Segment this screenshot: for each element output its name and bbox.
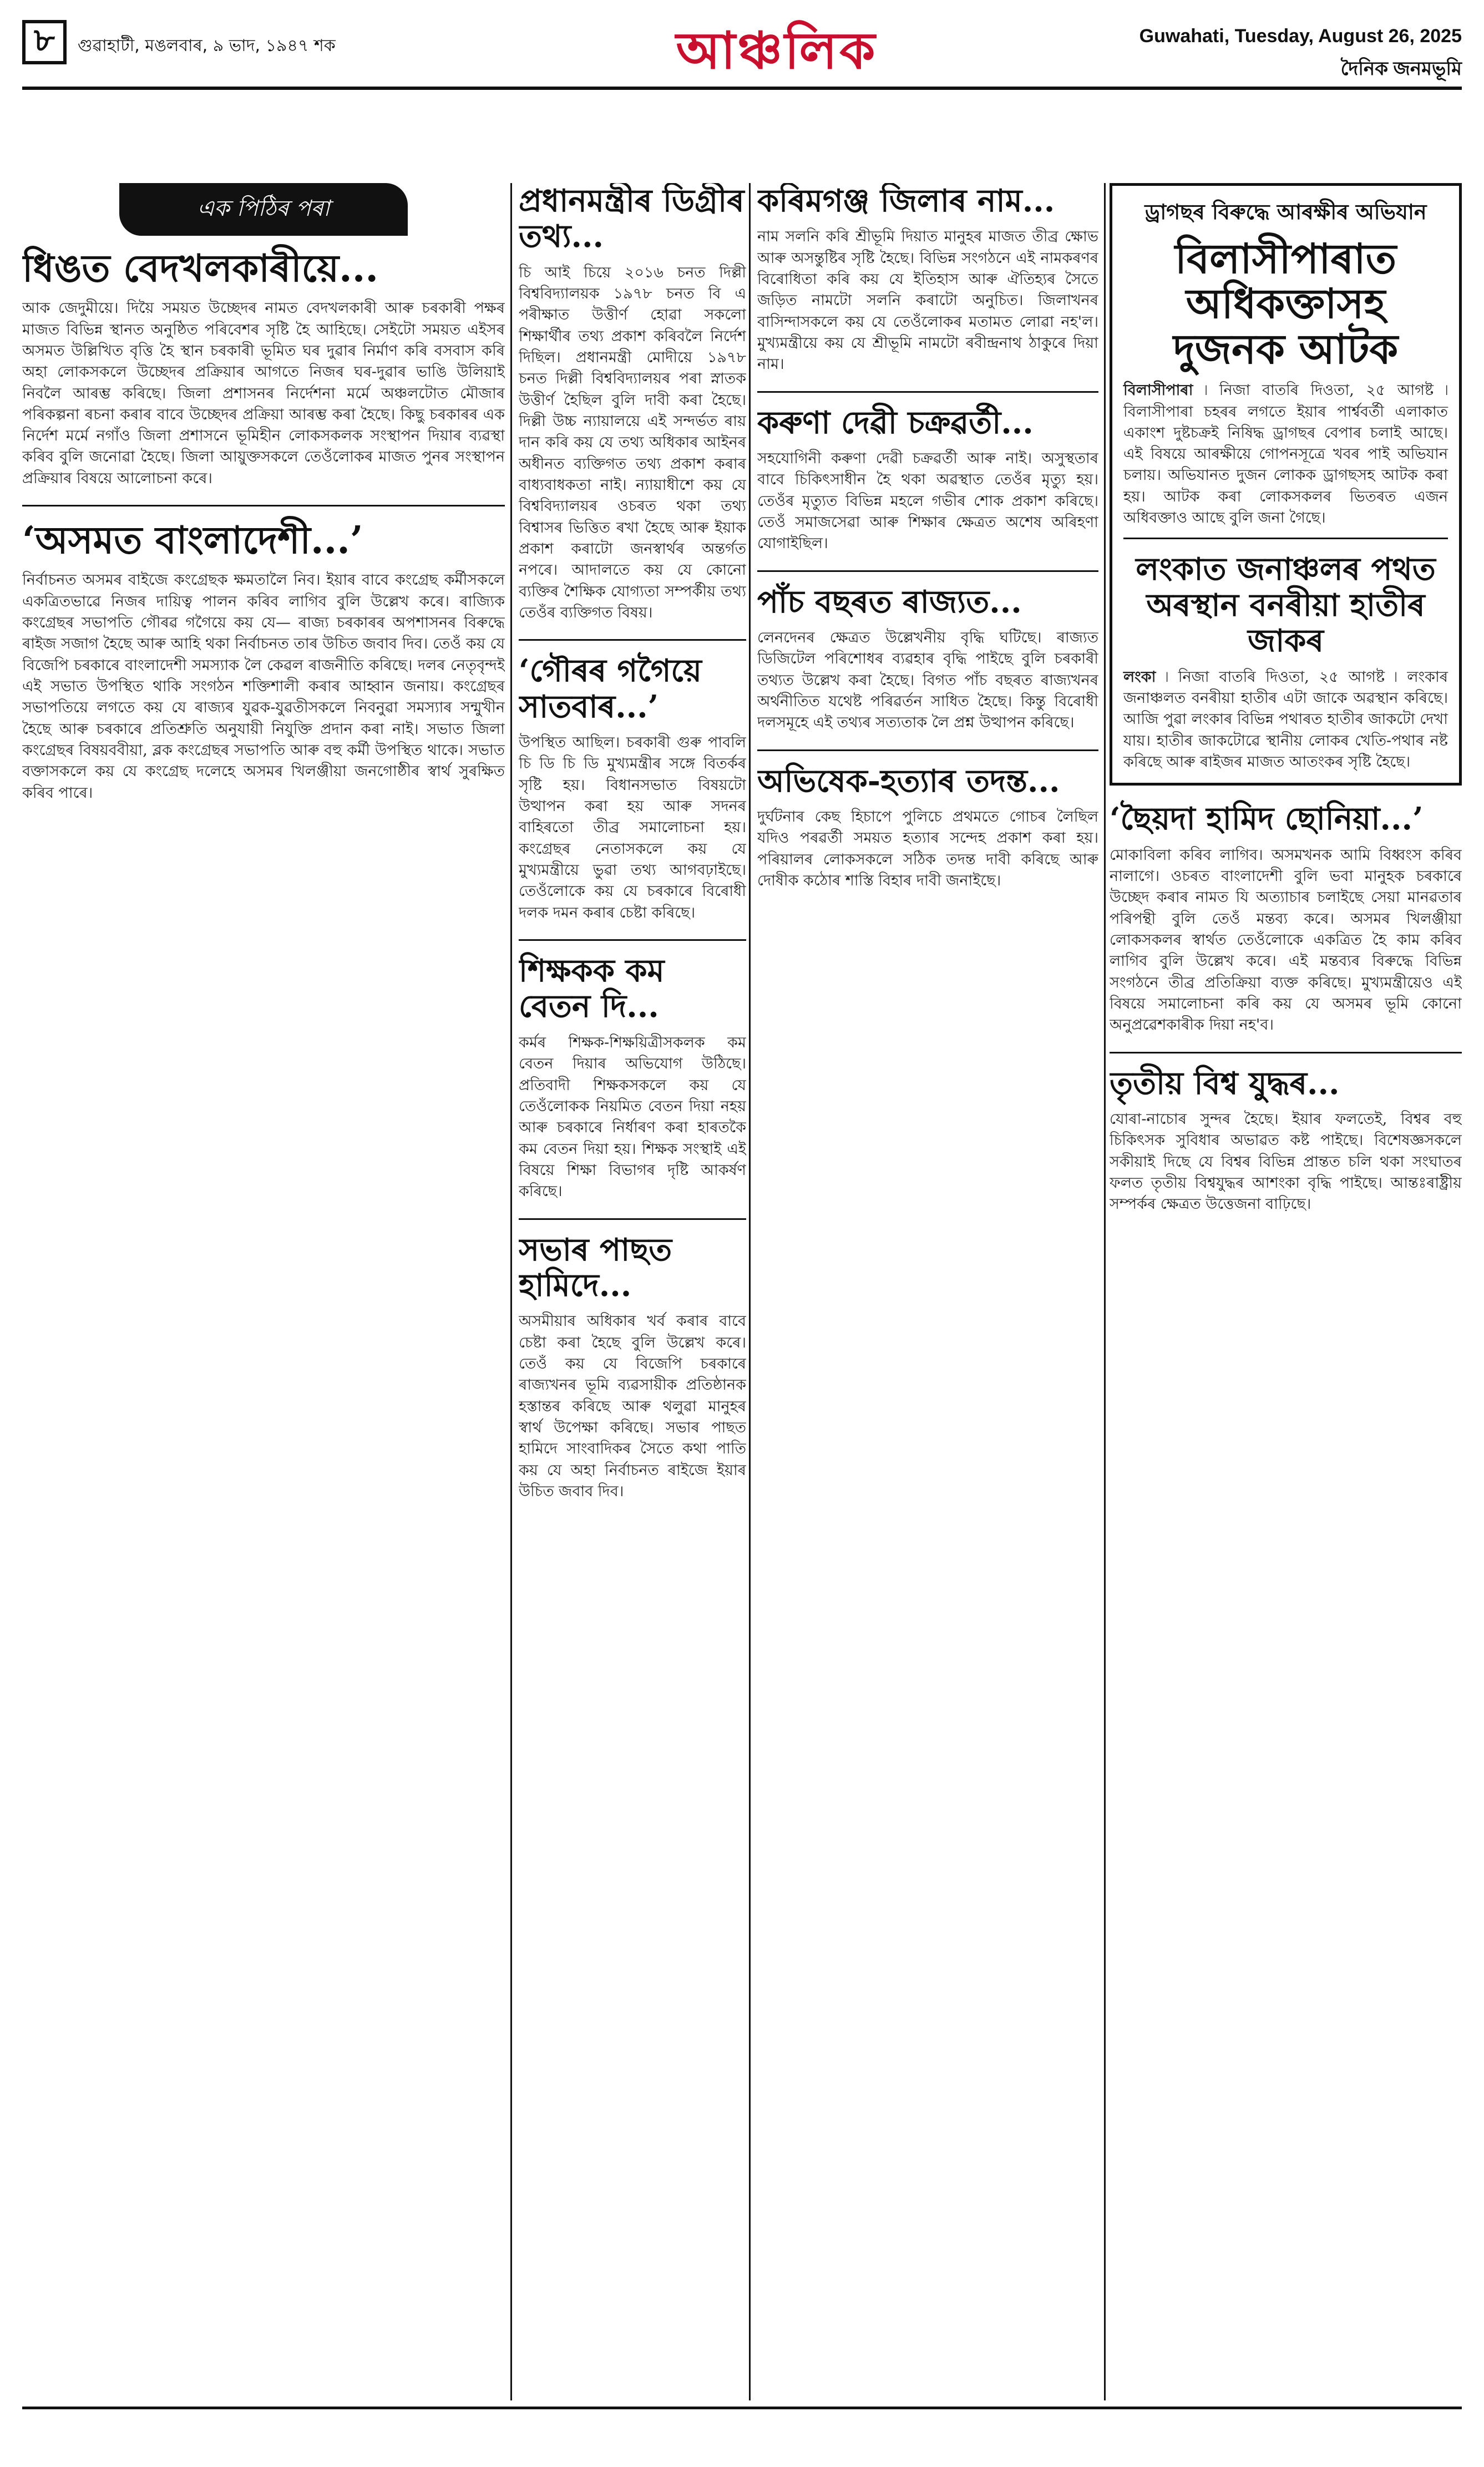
dateline: লংকা	[1123, 668, 1156, 686]
headline: পাঁচ বছৰত ৰাজ্যত...	[757, 583, 1022, 620]
story-karimganj-rename	[757, 183, 1098, 376]
divider	[519, 1218, 746, 1220]
story-pm-degree	[519, 183, 746, 624]
brand-logo: আঞ্চলিক	[676, 21, 878, 80]
page-number: ৮	[22, 20, 67, 64]
article-body: চি আই চিয়ে ২০১৬ চনত দিল্লী বিশ্ববিদ্যালয়ক ১৯৭৮ চনত বি এ পৰীক্ষাত উত্তীৰ্ণ হোৱা সকলো শিক্ষাৰ্থীৰ তথ্য প্ৰকাশ কৰিবলৈ নিৰ্দেশ দিছিল। প্ৰধানমন্ত্ৰী মোদীয়ে ১৯৭৮ চনত দিল্লী বিশ্ববিদ্যালয়ৰ পৰা স্নাতক উত্তীৰ্ণ হৈছিল বুলি দাবী কৰা হৈছে। দিল্লী উচ্চ ন্যায়ালয়ে এই সন্দৰ্ভত ৰায় দান কৰি কয় যে তথ্য অধিকাৰ আইনৰ অধীনত ব্যক্তিগত তথ্য প্ৰকাশ কৰাৰ বাধ্যবাধকতা নাই। ন্যায়াধীশে কয় যে বিশ্ববিদ্যালয়ৰ ওচৰত থকা তথ্য বিশ্বাসৰ ভিত্তিত ৰখা হৈছে আৰু ইয়াক প্ৰকাশ কৰাটো জনস্বাৰ্থৰ অন্তৰ্গত নপৰে। আদালতে কয় যে কোনো ব্যক্তিৰ শৈক্ষিক যোগ্যতা সম্পৰ্কীয় তথ্য তেওঁৰ ব্যক্তিগত বিষয়।	[519, 264, 746, 622]
article-body	[1123, 380, 1448, 529]
article-body: কৰ্মৰ শিক্ষক-শিক্ষয়িত্ৰীসকলক কম বেতন দিয়াৰ অভিযোগ উঠিছে। প্ৰতিবাদী শিক্ষকসকলে কয় যে তেওঁলোকক নিয়মিত বেতন দিয়া নহয় আৰু চৰকাৰে নিৰ্ধাৰণ কৰা হাৰতকৈ কম বেতন দিয়া হয়। শিক্ষক সংস্থাই এই বিষয়ে শিক্ষা বিভাগৰ দৃষ্টি আকৰ্ষণ কৰিছে।	[519, 1034, 746, 1200]
headline: কৰুণা দেৱী চক্ৰৱৰ্তী...	[757, 404, 1034, 441]
article-body	[1123, 667, 1448, 773]
article-body: উপস্থিত আছিল। চৰকাৰী গুৰু পাবলি চি ডি চি ডি মুখ্যমন্ত্ৰীৰ সঙ্গে বিতৰ্কৰ সৃষ্টি হয়। বিধানসভাত বিষয়টো উত্থাপন কৰা হয় আৰু সদনৰ বাহিৰতো তীব্ৰ সমালোচনা হয়। কংগ্ৰেছৰ নেতাসকলে কয় যে মুখ্যমন্ত্ৰীয়ে ভুৱা তথ্য আগবঢ়াইছে। তেওঁলোকে কয় যে চৰকাৰে বিৰোধী দলক দমন কৰাৰ চেষ্টা কৰিছে।	[519, 734, 746, 921]
top-rule	[22, 87, 1462, 90]
headline: অভিষেক-হত্যাৰ তদন্ত...	[757, 762, 1060, 799]
article-body: অসমীয়াৰ অধিকাৰ খৰ্ব কৰাৰ বাবে চেষ্টা কৰা হৈছে বুলি উল্লেখ কৰে। তেওঁ কয় যে বিজেপি চৰকাৰে ৰাজ্যখনৰ ভূমি ব্যৱসায়ীক প্ৰতিষ্ঠানক হস্তান্তৰ কৰিছে আৰু থলুৱা মানুহৰ স্বাৰ্থ উপেক্ষা কৰিছে। সভাৰ পাছত হামিদে সাংবাদিকৰ সৈতে কথা পাতি কয় যে অহা নিৰ্বাচনত ৰাইজে ইয়াৰ উচিত জবাব দিব।	[519, 1313, 746, 1500]
article-body: লেনদেনৰ ক্ষেত্ৰত উল্লেখনীয় বৃদ্ধি ঘটিছে। ৰাজ্যত ডিজিটেল পৰিশোধৰ ব্যৱহাৰ বৃদ্ধি পাইছে বুলি চৰকাৰী তথ্যত উল্লেখ কৰা হৈছে। বিগত পাঁচ বছৰত ৰাজ্যখনৰ অৰ্থনীতিত যথেষ্ট পৰিৱৰ্তন সাধিত হৈছে। কিন্তু বিৰোধী দলসমূহে এই তথ্যৰ সত্যতাক লৈ প্ৰশ্ন উত্থাপন কৰিছে।	[757, 629, 1098, 732]
story-teacher-salary	[519, 953, 746, 1202]
headline: ‘গৌৰৰ গগৈয়ে সাতবাৰ...’	[519, 652, 702, 725]
headline: প্ৰধানমন্ত্ৰীৰ ডিগ্ৰীৰ তথ্য...	[519, 183, 744, 255]
story-five-years	[757, 584, 1098, 734]
continued-banner: এক পিঠিৰ পৰা	[119, 183, 408, 236]
story-gaurav-gogoi	[519, 653, 746, 924]
article-body: আক জেদুমীয়ে। দিয়ৈ সময়ত উচ্ছেদৰ নামত বেদখলকাৰী আৰু চৰকাৰী পক্ষৰ মাজত বিভিন্ন স্থানত অনুষ্ঠিত পৰিবেশৰ সৃষ্টি হৈ আহিছে। সেইটো সময়ত এইসৰ অসমত উল্লিখিত বৃত্তি হৈ স্থান চৰকাৰী ভূমিত ঘৰ দুৱাৰ নিৰ্মাণ কৰি বসবাস কৰি অহা লোকসকলে উচ্ছেদৰ প্ৰক্ৰিয়াৰ আগতে নিজৰ ঘৰ-দুৱাৰ ভাঙি উলিয়াই নিবলৈ আৰম্ভ কৰিছে। জিলা প্ৰশাসনৰ নিৰ্দেশনা মৰ্মে অঞ্চলটোত মৌজাৰ পৰিকল্পনা ৰচনা কৰাৰ বাবে উচ্ছেদৰ প্ৰক্ৰিয়া আৰম্ভ কৰা হৈছে। কিছু চৰকাৰৰ এক নিৰ্দেশ মৰ্মে নগাঁও জিলা প্ৰশাসনে ভূমিহীন লোকসকলক সংস্থাপন দিয়াৰ ব্যৱস্থা কৰিব বুলি জনোৱা হৈছে। জিলা আয়ুক্তসকলে তেওঁলোকৰ মাজত পুনৰ সংস্থাপন প্ৰক্ৰিয়াৰ বিষয়ে আলোচনা কৰে।	[22, 300, 505, 487]
story-abhishek-murder	[757, 763, 1098, 892]
divider	[1123, 538, 1448, 539]
column-rule	[1104, 183, 1106, 2400]
article-text: ৷ নিজা বাতৰি দিওতা, ২৫ আগষ্ট ৷ লংকাৰ জনাঞ্চলত বনৰীয়া হাতীৰ এটা জাকে অৱস্থান কৰিছে। আজি পুৱা লংকাৰ বিভিন্ন পথাৰত হাতীৰ জাকটো দেখা যায়। হাতীৰ জাকটোৱে স্থানীয় লোকৰ খেতি-পথাৰ নষ্ট কৰিছে আৰু ৰাইজৰ মাজত আতংকৰ সৃষ্টি হৈছে।	[1123, 668, 1448, 771]
divider	[22, 505, 505, 506]
divider	[519, 639, 746, 641]
headline: শিক্ষকক কম বেতন দি...	[519, 953, 665, 1025]
story-bilasipara-drugs	[1110, 183, 1462, 786]
headline: বিলাসীপাৰাত অধিকক্তাসহ দুজনক আটক	[1173, 235, 1399, 373]
divider	[1110, 1052, 1462, 1053]
column-2	[519, 183, 746, 2400]
date-assamese: গুৱাহাটী, মঙলবাৰ, ৯ ভাদ, ১৯৪৭ শক	[78, 36, 336, 55]
column-4	[1110, 183, 1462, 2400]
paper-name: দৈনিক জনমভূমি	[1340, 58, 1462, 79]
divider	[519, 939, 746, 941]
footer-rule	[22, 2407, 1462, 2409]
headline: ‘ছৈয়দা হামিদ ছোনিয়া...’	[1110, 801, 1424, 838]
divider	[757, 391, 1098, 393]
article-body: নাম সলনি কৰি শ্ৰীভূমি দিয়াত মানুহৰ মাজত তীব্ৰ ক্ষোভ আৰু অসন্তুষ্টিৰ সৃষ্টি হৈছে। বিভিন্ন সংগঠনে এই নামকৰণৰ বিৰোধিতা কৰি কয় যে ইতিহাস আৰু ঐতিহ্যৰ সৈতে জড়িত নামটো সলনি কৰাটো অনুচিত। জিলাখনৰ বাসিন্দাসকলে কয় যে তেওঁলোকৰ মতামত লোৱা নহ'ল। মুখ্যমন্ত্ৰীয়ে কয় যে শ্ৰীভূমি নামটো ৰবীন্দ্ৰনাথ ঠাকুৰে দিয়া নাম।	[757, 228, 1098, 373]
article-text: ৷ নিজা বাতৰি দিওতা, ২৫ আগষ্ট ৷ বিলাসীপাৰা চহৰৰ লগতে ইয়াৰ পাৰ্শ্ববৰ্তী এলাকাত একাংশ দুষ্টচক্ৰই নিষিদ্ধ ড্ৰাগছৰ বেপাৰ চলাই আছে। এই বিষয়ে আৰক্ষীয়ে গোপনসূত্ৰে খবৰ পাই অভিযান চলায়। অভিযানত দুজন লোকক ড্ৰাগছসহ আটক কৰা হয়। আটক কৰা লোকসকলৰ ভিতৰত এজন অধিবক্তাও আছে বুলি জনা গৈছে।	[1123, 382, 1448, 527]
masthead	[22, 20, 1462, 181]
column-1	[22, 183, 505, 2400]
column-rule	[749, 183, 751, 2400]
date-english: Guwahati, Tuesday, August 26, 2025	[1139, 26, 1462, 47]
article-body: যোৰা-নাচোৰ সুন্দৰ হৈছে। ইয়াৰ ফলতেই, বিশ্বৰ বহু চিকিৎসক সুবিধাৰ অভাৱত কষ্ট পাইছে। বিশেষজ্ঞসকলে সকীয়াই দিছে যে বিশ্বৰ বিভিন্ন প্ৰান্তত চলি থকা সংঘাতৰ ফলত তৃতীয় বিশ্বযুদ্ধৰ আশংকা বৃদ্ধি পাইছে। আন্তঃৰাষ্ট্ৰীয় সম্পৰ্কৰ ক্ষেত্ৰত উত্তেজনা বাঢ়িছে।	[1110, 1111, 1462, 1213]
article-body: সহযোগিনী কৰুণা দেৱী চক্ৰৱৰ্তী আৰু নাই। অসুস্থতাৰ বাবে চিকিৎসাধীন হৈ থকা অৱস্থাত তেওঁৰ মৃত্যু হয়। তেওঁৰ মৃত্যুত বিভিন্ন মহলে গভীৰ শোক প্ৰকাশ কৰিছে। তেওঁ সমাজসেৱা আৰু শিক্ষাৰ ক্ষেত্ৰত অশেষ অৰিহণা যোগাইছিল।	[757, 450, 1098, 553]
headline: লংকাত জনাঞ্চলৰ পথত অৰস্থান বনৰীয়া হাতীৰ জাকৰ	[1136, 551, 1436, 660]
story-hamid-meeting	[519, 1232, 746, 1503]
headline: কৰিমগঞ্জ জিলাৰ নাম...	[757, 183, 1055, 219]
headline: তৃতীয় বিশ্ব যুদ্ধৰ...	[1110, 1065, 1340, 1102]
headline: ‘অসমত বাংলাদেশী...’	[22, 518, 363, 563]
article-body: দুৰ্ঘটনাৰ কেছ হিচাপে পুলিচে প্ৰথমতে গোচৰ লৈছিল যদিও পৰৱৰ্তী সময়ত হত্যাৰ সন্দেহ প্ৰকাশ কৰা হয়। পৰিয়ালৰ লোকসকলে সঠিক তদন্ত দাবী কৰিছে আৰু দোষীক কঠোৰ শাস্তি বিহাৰ দাবী জনাইছে।	[757, 808, 1098, 890]
column-rule	[510, 183, 512, 2400]
story-bangladeshi	[22, 519, 505, 804]
dateline: বিলাসীপাৰা	[1123, 382, 1193, 399]
headline: ধিঙত বেদখলকাৰীয়ে...	[22, 246, 379, 291]
divider	[757, 570, 1098, 572]
divider	[757, 749, 1098, 751]
article-body: নিৰ্বাচনত অসমৰ বাইজে কংগ্ৰেছক ক্ষমতালৈ নিব। ইয়াৰ বাবে কংগ্ৰেছ কৰ্মীসকলে একত্ৰিতভাৱে নিজৰ দায়িত্ব পালন কৰিব লাগিব বুলি উল্লেখ কৰে। ৰাজ্যিক কংগ্ৰেছৰ সভাপতি গৌৰৱ গগৈয়ে কয় যে— ৰাজ্য চৰকাৰৰ অপশাসনৰ বিৰুদ্ধে ৰাইজ সজাগ হৈছে আৰু আহি থকা নিৰ্বাচনত তাৰ উচিত জবাব দিব। তেওঁ কয় যে বিজেপি চৰকাৰে বাংলাদেশী সমস্যাক লৈ কেৱল ৰাজনীতি কৰিছে। দলৰ নেতৃবৃন্দই এই সভাত উপস্থিত থাকি সংগঠন শক্তিশালী কৰাৰ আহ্বান জনায়। কংগ্ৰেছৰ সভাপতিয়ে লগতে কয় যে ৰাজ্যৰ যুৱক-যুৱতীসকলে নিবনুৱা সমস্যাৰ সন্মুখীন হৈছে আৰু চৰকাৰে প্ৰতিশ্ৰুতি অনুযায়ী নিযুক্তি প্ৰদান কৰা নাই। সভাত জিলা কংগ্ৰেছৰ বিষয়ববীয়া, ব্লক কংগ্ৰেছৰ সভাপতি আৰু বহু কৰ্মী উপস্থিত থাকে। সভাত বক্তাসকলে কয় যে কংগ্ৰেছ দলেহে অসমৰ খিলঞ্জীয়া জনগোষ্ঠীৰ স্বাৰ্থ সুৰক্ষিত কৰিব পাৰে।	[22, 571, 505, 802]
headline: সভাৰ পাছত হামিদে...	[519, 1231, 672, 1304]
story-world-war	[1110, 1066, 1462, 1215]
story-dhing-eviction	[22, 247, 505, 489]
story-syeda-hamid	[1110, 801, 1462, 1036]
kicker: ড্ৰাগছৰ বিৰুদ্ধে আৰক্ষীৰ অভিযান	[1144, 199, 1427, 224]
story-karuna-devi	[757, 405, 1098, 555]
column-3	[757, 183, 1098, 2400]
article-body: মোকাবিলা কৰিব লাগিব। অসমখনক আমি বিধ্বংস কৰিব নালাগে। ওচৰত বাংলাদেশী বুলি ভবা মানুহক চৰকাৰে উচ্ছেদ কৰাৰ নামত যি অত্যাচাৰ চলাইছে সেয়া মানৱতাৰ পৰিপন্থী বুলি তেওঁ মন্তব্য কৰে। অসমৰ খিলঞ্জীয়া লোকসকলৰ স্বাৰ্থত তেওঁলোকে একত্ৰিত হৈ কাম কৰিব লাগিব বুলি উল্লেখ কৰে। এই মন্তব্যৰ বিৰুদ্ধে বিভিন্ন সংগঠনে তীব্ৰ প্ৰতিক্ৰিয়া ব্যক্ত কৰিছে। মুখ্যমন্ত্ৰীয়েও এই বিষয়ে সমালোচনা কৰি কয় যে অসমৰ ভূমি কোনো অনুপ্ৰৱেশকাৰীক দিয়া নহ'ব।	[1110, 846, 1462, 1034]
